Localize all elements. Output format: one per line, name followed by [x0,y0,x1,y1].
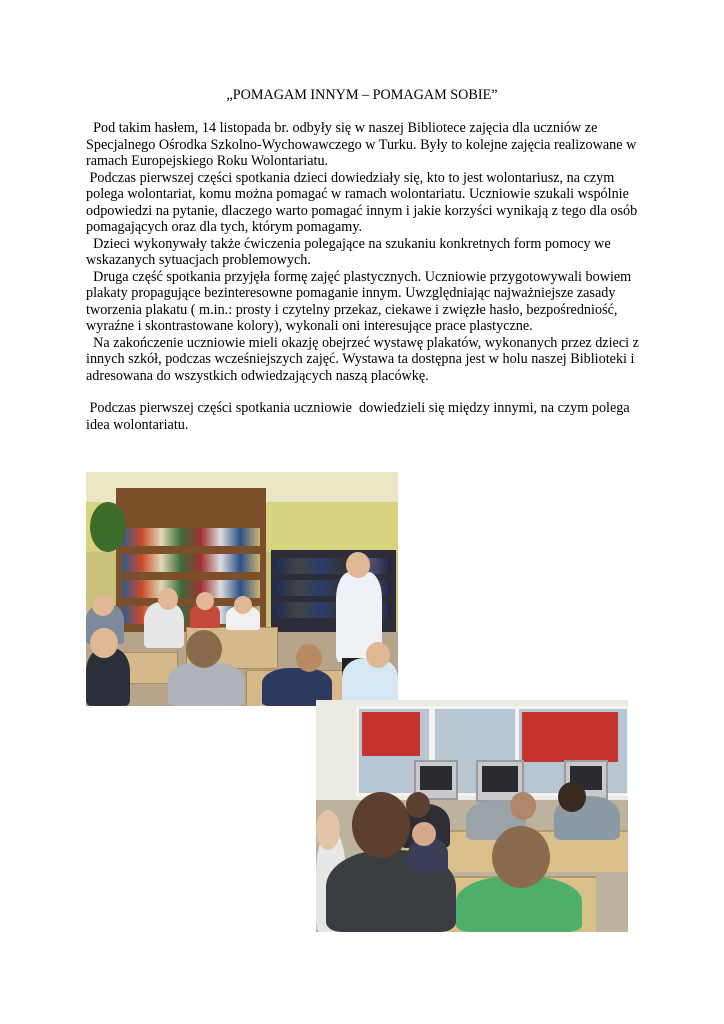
person-head [558,782,586,812]
person-head [90,628,118,658]
poster-workshop-photo [316,700,628,932]
photo-caption: Podczas pierwszej części spotkania uczniowie dowiedzieli się między innymi, na czym polega idea wolontariatu. [86,400,634,433]
person-head [412,822,436,846]
student [168,662,244,706]
paragraph: Dzieci wykonywały także ćwiczenia polegające na szukaniu konkretnych form pomocy we wskazanych sytuacjach problemowych. [86,235,615,268]
paragraph: Podczas pierwszej części spotkania dzieci dowiedziały się, kto to jest wolontariusz, na czym polega wolontariat, komu można pomagać w ramach wolontariatu. Uczniowie szukali wspólnie odpowiedzi na pytanie, dlaczego warto pomagać innym i jakie korzyści wynikają z tego dla osób pomagających oraz dla tych, którym pomagamy. [86,169,641,235]
person-head [186,630,222,668]
person-head [158,588,178,610]
paragraph: Pod takim hasłem, 14 listopada br. odbyły się w naszej Bibliotece zajęcia dla uczniów ze Specjalnego Ośrodka Szkolno-Wychowawczego w Turku. Były to kolejne zajęcia realizowane w ramach Europejskiego Roku Wolontariatu. [86,120,640,169]
article-body [86,120,646,433]
paragraph: Na zakończenie uczniowie mieli okazję obejrzeć wystawę plakatów, wykonanych przez dzieci z innych szkół, podczas wcześniejszych zajęć. Wystawa ta dostępna jest w holu naszej Biblioteki i adresowana do wszystkich odwiedzających naszą placówkę. [86,334,643,384]
paragraph: Druga część spotkania przyjęła formę zajęć plastycznych. Uczniowie przygotowywali bowiem plakaty propagujące bezinteresowne pomaganie innym. Uwzględniając najważniejsze zasady tworzenia plakatu ( m.in.: prosty i czytelny przekaz, ciekawe i zwięzłe hasło, bezpośredniość, wyraźne i skontrastowane kolory), wykonali oni interesujące prace plastyczne. [86,268,635,334]
person-head [510,792,536,820]
person-head [492,826,550,888]
person-head [196,592,214,610]
plant [90,502,126,552]
person-head [296,644,322,672]
page-title: „POMAGAM INNYM – POMAGAM SOBIE” [226,87,498,103]
person-head [316,810,340,850]
red-building [522,712,618,762]
person-head [352,792,410,858]
person-head [366,642,390,668]
person-head [92,594,114,616]
red-building [362,712,420,756]
spacer [86,384,646,400]
person-head [346,552,370,578]
person-head [406,792,430,818]
library-lesson-photo [86,472,398,706]
person-head [234,596,252,614]
